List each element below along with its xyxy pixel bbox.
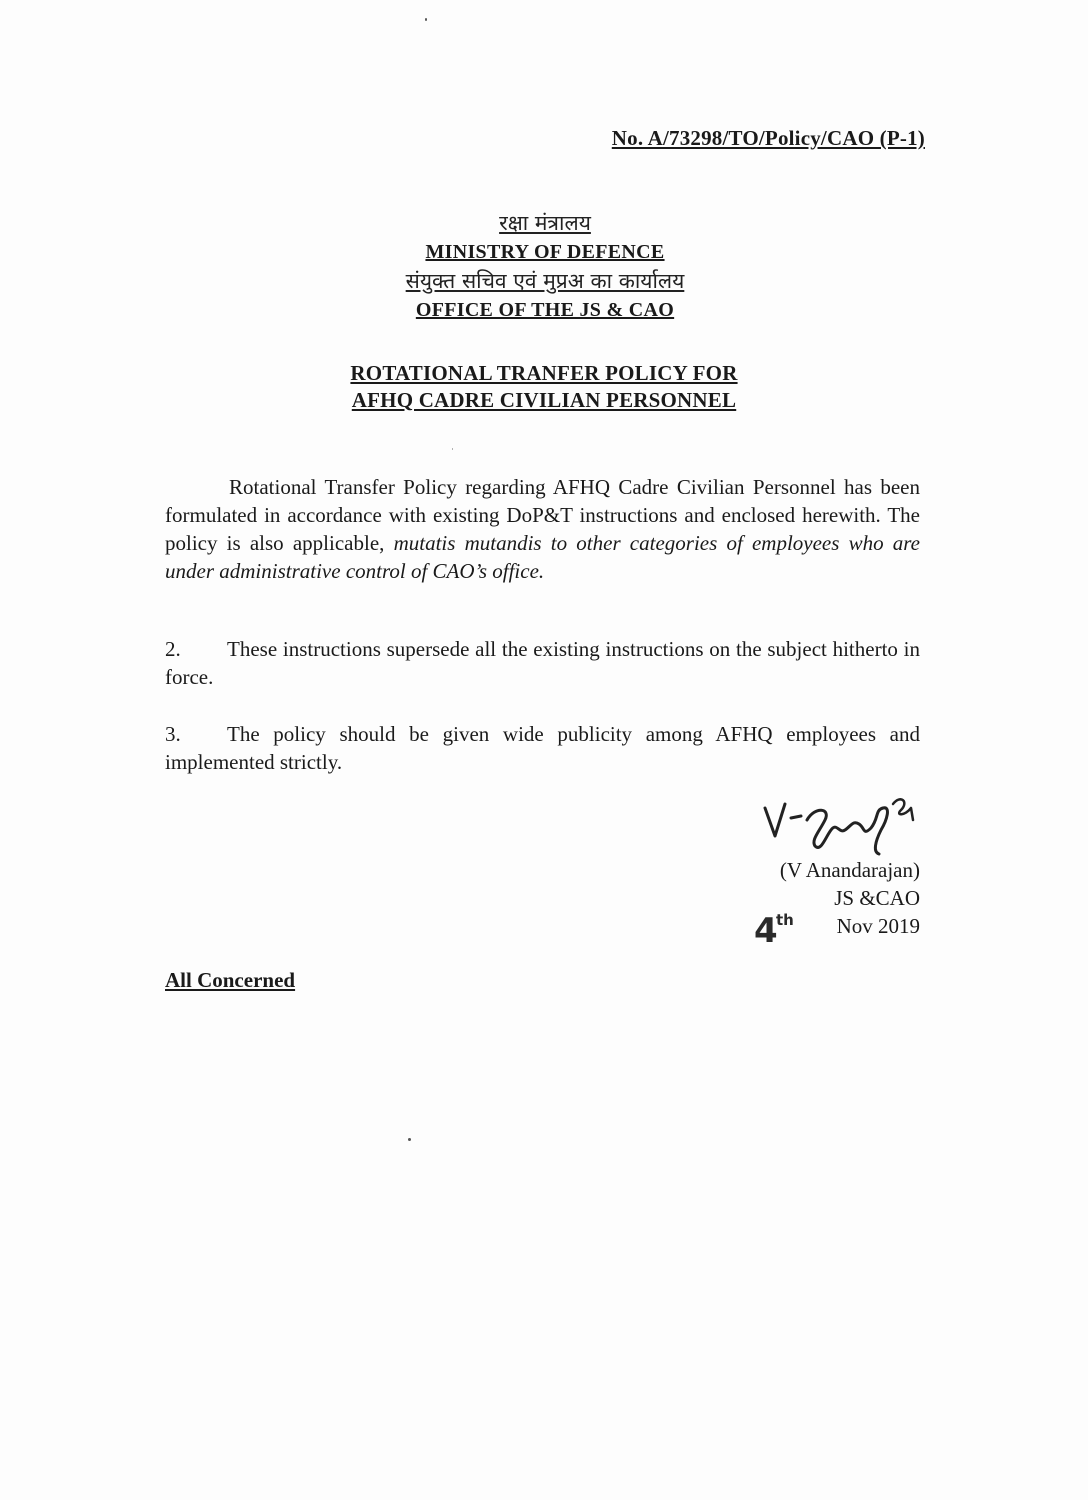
paragraph-3-text: The policy should be given wide publicity among AFHQ employees and implemented strictly. <box>165 722 920 774</box>
reference-number: No. A/73298/TO/Policy/CAO (P-1) <box>611 126 925 150</box>
paragraph-2-text: These instructions supersede all the existing instructions on the subject hitherto in force. <box>165 637 920 689</box>
hindi-ministry-heading: रक्षा मंत्रालय <box>499 211 591 235</box>
document-title <box>270 360 818 414</box>
paragraph-1-text: Rotational Transfer Policy regarding AFHQ Cadre Civilian Personnel has been formulated in accordance with existing DoP&T instructions and enclosed herewith. The policy is also applicable, <box>165 475 920 555</box>
signature-date <box>720 911 920 951</box>
paragraph-1 <box>165 473 920 585</box>
handwritten-date-day: 4 <box>754 911 778 951</box>
paragraph-3 <box>165 720 920 776</box>
paragraph-2 <box>165 635 920 691</box>
signatory-designation: JS &CAO <box>834 886 920 910</box>
hindi-office-heading: संयुक्त सचिव एवं मुप्रअ का कार्यालय <box>405 269 685 293</box>
scan-speck <box>408 1138 411 1141</box>
handwritten-date-suffix: th <box>776 911 794 929</box>
paragraph-1-italic-text: mutatis mutandis to other categories of employees who are under administrative control of CAO’s office. <box>165 531 920 583</box>
handwritten-signature <box>755 790 930 860</box>
scan-speck <box>425 18 427 21</box>
paragraph-2-number: 2. <box>165 637 181 661</box>
ministry-heading: MINISTRY OF DEFENCE <box>425 241 665 263</box>
title-line-2: AFHQ CADRE CIVILIAN PERSONNEL <box>351 388 737 412</box>
signatory-block <box>720 856 920 951</box>
letterhead <box>300 208 790 324</box>
signatory-name: (V Anandarajan) <box>779 858 920 882</box>
office-heading: OFFICE OF THE JS & CAO <box>415 299 675 321</box>
distribution-label: All Concerned <box>165 968 296 992</box>
scan-speck <box>452 448 453 450</box>
paragraph-3-number: 3. <box>165 722 181 746</box>
title-line-1: ROTATIONAL TRANFER POLICY FOR <box>350 361 738 385</box>
date-month-year: Nov 2019 <box>836 914 920 938</box>
